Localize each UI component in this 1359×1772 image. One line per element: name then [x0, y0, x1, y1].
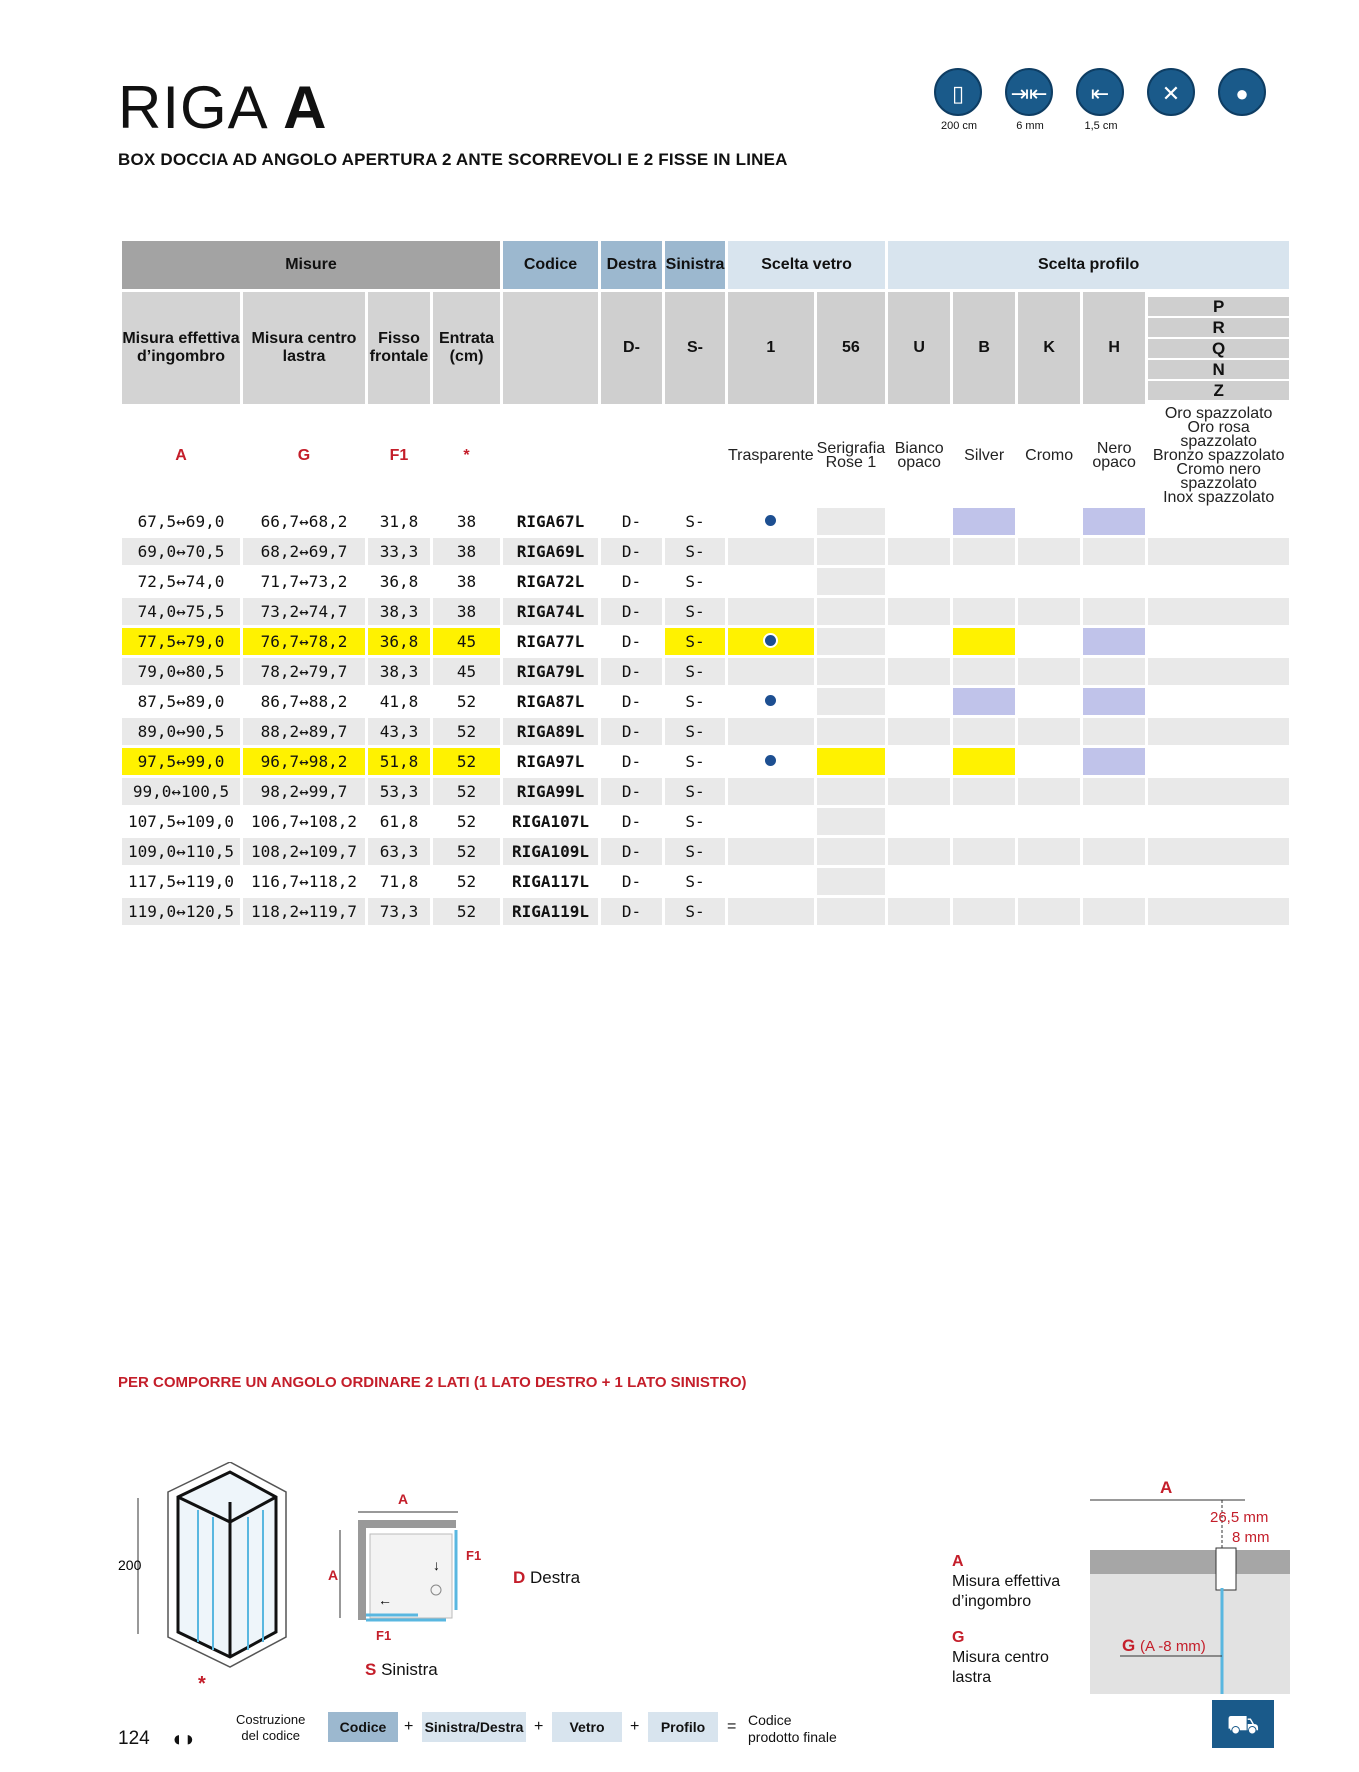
cell-code: RIGA72L [503, 568, 598, 595]
header-vetro: Scelta vetro [728, 241, 885, 289]
cell-profilo-h [1083, 508, 1145, 535]
construction-label: Costruzione del codice [236, 1712, 306, 1743]
table-row [122, 658, 1289, 685]
table-row [122, 838, 1289, 865]
cell-profilo-p [1148, 658, 1289, 685]
legend-nero: Nero opaco [1092, 440, 1136, 471]
cell-a: 97,5↔99,0 [122, 748, 240, 775]
cell-g: 108,2↔109,7 [243, 838, 365, 865]
cell-f1: 61,8 [368, 808, 430, 835]
col-profilo-z: Z [1148, 381, 1289, 400]
cell-entrata: 52 [433, 778, 500, 805]
col-profilo-h: H [1083, 292, 1145, 404]
cell-f1: 36,8 [368, 628, 430, 655]
shower-box-illustration [118, 1462, 318, 1692]
cell-profilo-u [888, 568, 950, 595]
cell-profilo-p [1148, 808, 1289, 835]
cell-f1: 73,3 [368, 898, 430, 925]
height-label: 200 [118, 1557, 142, 1573]
col-profilo-b: B [953, 292, 1015, 404]
section-a-label: A [1160, 1478, 1173, 1497]
cell-vetro-56 [817, 658, 885, 685]
cell-profilo-h [1083, 688, 1145, 715]
cell-profilo-h [1083, 628, 1145, 655]
cell-profilo-p [1148, 688, 1289, 715]
plan-f1-bottom: F1 [376, 1628, 392, 1643]
cell-profilo-k [1018, 838, 1080, 865]
cell-code: RIGA99L [503, 778, 598, 805]
cell-d: D- [601, 838, 662, 865]
legend-spazzolato [1148, 407, 1289, 505]
col-g: Misura centro lastra [243, 292, 365, 404]
cell-vetro-56 [817, 718, 885, 745]
cell-profilo-u [888, 718, 950, 745]
cell-vetro-1 [728, 718, 814, 745]
cell-d: D- [601, 748, 662, 775]
plan-f1-side: F1 [466, 1548, 482, 1563]
col-profilo-r: R [1148, 318, 1289, 337]
cell-code: RIGA89L [503, 718, 598, 745]
cell-profilo-p [1148, 838, 1289, 865]
cell-d: D- [601, 808, 662, 835]
cell-s: S- [665, 748, 725, 775]
cell-a: 117,5↔119,0 [122, 868, 240, 895]
cell-profilo-b [953, 538, 1015, 565]
plan-a-top: A [398, 1491, 409, 1507]
cell-d: D- [601, 778, 662, 805]
cell-vetro-1 [728, 508, 814, 535]
cell-profilo-p [1148, 898, 1289, 925]
legend-g-block: G Misura centro lastra [952, 1629, 1049, 1686]
cell-profilo-b [953, 838, 1015, 865]
cell-g: 73,2↔74,7 [243, 598, 365, 625]
cell-entrata: 52 [433, 718, 500, 745]
cell-d: D- [601, 688, 662, 715]
legend-z: Inox spazzolato [1163, 489, 1275, 506]
availability-dot-icon [765, 695, 776, 706]
cell-code: RIGA87L [503, 688, 598, 715]
cell-profilo-h [1083, 568, 1145, 595]
plan-a-side: A [328, 1567, 339, 1583]
cell-g: 118,2↔119,7 [243, 898, 365, 925]
cell-f1: 38,3 [368, 658, 430, 685]
page-subtitle: BOX DOCCIA AD ANGOLO APERTURA 2 ANTE SCORREVOLI E 2 FISSE IN LINEA [118, 150, 788, 169]
legend-bianco: Bianco opaco [894, 440, 944, 471]
legend-serigrafia: Serigrafia Rose 1 [816, 440, 886, 471]
table-row [122, 868, 1289, 895]
header-misure: Misure [122, 241, 500, 289]
cell-vetro-56 [817, 598, 885, 625]
cell-code: RIGA117L [503, 868, 598, 895]
cell-profilo-p [1148, 568, 1289, 595]
cell-g: 98,2↔99,7 [243, 778, 365, 805]
cell-vetro-1 [728, 538, 814, 565]
header-destra: Destra [601, 241, 662, 289]
cell-d: D- [601, 568, 662, 595]
delivery-truck-icon: ⛟ [1212, 1700, 1274, 1748]
cell-profilo-k [1018, 808, 1080, 835]
cell-a: 67,5↔69,0 [122, 508, 240, 535]
cell-profilo-u [888, 508, 950, 535]
cell-vetro-1 [728, 898, 814, 925]
footer-profilo: Profilo [648, 1712, 718, 1742]
cell-vetro-56 [817, 508, 885, 535]
cell-profilo-b [953, 508, 1015, 535]
cell-d: D- [601, 898, 662, 925]
product-table [119, 238, 1292, 928]
cell-profilo-k [1018, 508, 1080, 535]
letter-g: G [297, 447, 311, 464]
final-code-label: Codice prodotto finale [748, 1712, 837, 1745]
cell-code: RIGA74L [503, 598, 598, 625]
cell-f1: 38,3 [368, 598, 430, 625]
cell-profilo-h [1083, 748, 1145, 775]
cell-entrata: 45 [433, 628, 500, 655]
height-icon: ▯ 200 cm [934, 68, 984, 132]
cell-profilo-h [1083, 778, 1145, 805]
col-vetro-1: 1 [728, 292, 814, 404]
cell-profilo-b [953, 658, 1015, 685]
letter-f1: F1 [389, 447, 409, 464]
letter-a: A [175, 447, 187, 464]
cell-entrata: 38 [433, 538, 500, 565]
cell-profilo-u [888, 598, 950, 625]
dim-26: 26,5 mm [1210, 1509, 1269, 1526]
cell-profilo-k [1018, 598, 1080, 625]
brand-logo-icon: ◖◗ [170, 1726, 197, 1751]
cell-profilo-k [1018, 718, 1080, 745]
cell-vetro-56 [817, 868, 885, 895]
cell-profilo-u [888, 628, 950, 655]
cell-vetro-56 [817, 688, 885, 715]
letter-star: * [463, 447, 470, 464]
table-row [122, 778, 1289, 805]
col-a: Misura effettiva d’ingombro [122, 292, 240, 404]
legend-p: Oro spazzolato [1164, 405, 1273, 422]
cell-vetro-56 [817, 568, 885, 595]
col-s: S- [665, 292, 725, 404]
cell-g: 71,7↔73,2 [243, 568, 365, 595]
cell-a: 74,0↔75,5 [122, 598, 240, 625]
cell-f1: 71,8 [368, 868, 430, 895]
cell-entrata: 38 [433, 598, 500, 625]
cell-f1: 33,3 [368, 538, 430, 565]
availability-dot-icon [765, 755, 776, 766]
cell-profilo-p [1148, 598, 1289, 625]
cell-f1: 53,3 [368, 778, 430, 805]
cell-profilo-h [1083, 838, 1145, 865]
cell-profilo-u [888, 868, 950, 895]
cell-profilo-b [953, 808, 1015, 835]
cell-vetro-56 [817, 778, 885, 805]
cell-d: D- [601, 538, 662, 565]
table-row [122, 568, 1289, 595]
cell-entrata: 52 [433, 838, 500, 865]
cell-vetro-1 [728, 598, 814, 625]
page-title: RIGA A [118, 74, 328, 141]
cell-profilo-k [1018, 688, 1080, 715]
cell-a: 77,5↔79,0 [122, 628, 240, 655]
cell-s: S- [665, 628, 725, 655]
cell-vetro-56 [817, 808, 885, 835]
cell-g: 76,7↔78,2 [243, 628, 365, 655]
cell-d: D- [601, 508, 662, 535]
svg-text:←: ← [378, 1592, 392, 1608]
cell-profilo-b [953, 718, 1015, 745]
col-profilo-k: K [1018, 292, 1080, 404]
section-diagram [1090, 1478, 1300, 1694]
cell-s: S- [665, 808, 725, 835]
header-profilo: Scelta profilo [888, 241, 1289, 289]
cell-vetro-1 [728, 568, 814, 595]
cell-profilo-u [888, 658, 950, 685]
cell-g: 66,7↔68,2 [243, 508, 365, 535]
legend-a-block: A Misura effettiva d’ingombro [952, 1553, 1061, 1610]
legend-silver: Silver [964, 447, 1005, 464]
cell-profilo-p [1148, 538, 1289, 565]
availability-dot-icon [765, 635, 776, 646]
cell-f1: 31,8 [368, 508, 430, 535]
cell-vetro-1 [728, 688, 814, 715]
cell-d: D- [601, 628, 662, 655]
cell-profilo-p [1148, 718, 1289, 745]
cell-entrata: 52 [433, 898, 500, 925]
cell-profilo-p [1148, 748, 1289, 775]
table-row [122, 808, 1289, 835]
cell-vetro-1 [728, 748, 814, 775]
cell-profilo-k [1018, 658, 1080, 685]
cell-profilo-u [888, 808, 950, 835]
cell-profilo-b [953, 688, 1015, 715]
plus-1: + [404, 1718, 414, 1735]
cell-profilo-b [953, 898, 1015, 925]
col-profilo-q: Q [1148, 339, 1289, 358]
cell-profilo-k [1018, 538, 1080, 565]
cell-a: 87,5↔89,0 [122, 688, 240, 715]
footer-vetro: Vetro [552, 1712, 622, 1742]
cell-entrata: 52 [433, 868, 500, 895]
col-f1: Fisso frontale [368, 292, 430, 404]
cell-code: RIGA77L [503, 628, 598, 655]
table-row [122, 628, 1289, 655]
cell-entrata: 38 [433, 568, 500, 595]
table-row [122, 598, 1289, 625]
svg-text:↓: ↓ [433, 1557, 440, 1573]
cell-vetro-1 [728, 868, 814, 895]
cell-g: 96,7↔98,2 [243, 748, 365, 775]
cell-profilo-p [1148, 628, 1289, 655]
cell-entrata: 52 [433, 748, 500, 775]
cell-d: D- [601, 868, 662, 895]
table-row [122, 508, 1289, 535]
cell-entrata: 45 [433, 658, 500, 685]
plus-3: + [630, 1718, 640, 1735]
cell-code: RIGA107L [503, 808, 598, 835]
cell-profilo-k [1018, 628, 1080, 655]
legend-cromo: Cromo [1025, 447, 1074, 464]
col-profilo-u: U [888, 292, 950, 404]
cell-s: S- [665, 838, 725, 865]
col-d: D- [601, 292, 662, 404]
cell-a: 99,0↔100,5 [122, 778, 240, 805]
cell-profilo-h [1083, 598, 1145, 625]
cell-d: D- [601, 598, 662, 625]
cell-profilo-u [888, 748, 950, 775]
cell-entrata: 52 [433, 688, 500, 715]
cell-a: 107,5↔109,0 [122, 808, 240, 835]
cell-profilo-u [888, 688, 950, 715]
adjustment-icon: ⇤ 1,5 cm [1076, 68, 1126, 132]
cell-entrata: 38 [433, 508, 500, 535]
glass-thickness-icon: ⇥⇤ 6 mm [1005, 68, 1055, 132]
cell-s: S- [665, 898, 725, 925]
cell-f1: 43,3 [368, 718, 430, 745]
legend-n: Cromo nero spazzolato [1176, 461, 1261, 492]
cell-vetro-56 [817, 748, 885, 775]
cell-s: S- [665, 688, 725, 715]
cell-g: 116,7↔118,2 [243, 868, 365, 895]
col-profilo-prqnz [1148, 292, 1289, 404]
cell-g: 78,2↔79,7 [243, 658, 365, 685]
cell-profilo-h [1083, 898, 1145, 925]
cell-s: S- [665, 568, 725, 595]
cell-vetro-1 [728, 658, 814, 685]
cell-code: RIGA119L [503, 898, 598, 925]
page-number: 124 [118, 1728, 150, 1749]
cell-vetro-1 [728, 808, 814, 835]
cell-code: RIGA97L [503, 748, 598, 775]
cell-g: 88,2↔89,7 [243, 718, 365, 745]
cell-profilo-k [1018, 568, 1080, 595]
cell-vetro-56 [817, 538, 885, 565]
cell-entrata: 52 [433, 808, 500, 835]
table-row [122, 538, 1289, 565]
cell-s: S- [665, 598, 725, 625]
cell-s: S- [665, 868, 725, 895]
cell-profilo-h [1083, 718, 1145, 745]
cell-code: RIGA79L [503, 658, 598, 685]
col-vetro-56: 56 [817, 292, 885, 404]
cell-s: S- [665, 508, 725, 535]
col-profilo-p: P [1148, 297, 1289, 316]
cell-profilo-b [953, 748, 1015, 775]
cell-profilo-p [1148, 868, 1289, 895]
cell-profilo-k [1018, 778, 1080, 805]
table-row [122, 688, 1289, 715]
legend-trasparente: Trasparente [728, 447, 814, 464]
cell-g: 86,7↔88,2 [243, 688, 365, 715]
cell-profilo-u [888, 778, 950, 805]
cell-profilo-k [1018, 748, 1080, 775]
cell-vetro-56 [817, 838, 885, 865]
availability-dot-icon [765, 515, 776, 526]
dim-8: 8 mm [1232, 1529, 1270, 1546]
cell-profilo-h [1083, 658, 1145, 685]
cell-a: 79,0↔80,5 [122, 658, 240, 685]
cell-profilo-p [1148, 508, 1289, 535]
cell-code: RIGA67L [503, 508, 598, 535]
cell-profilo-h [1083, 868, 1145, 895]
cell-vetro-1 [728, 778, 814, 805]
legend-r: Oro rosa spazzolato [1180, 419, 1257, 450]
col-codice [503, 292, 598, 404]
order-note: PER COMPORRE UN ANGOLO ORDINARE 2 LATI (1 LATO DESTRO + 1 LATO SINISTRO) [118, 1374, 747, 1391]
equals-sign: = [727, 1718, 737, 1735]
cell-s: S- [665, 778, 725, 805]
cell-d: D- [601, 718, 662, 745]
cell-vetro-56 [817, 898, 885, 925]
cell-f1: 63,3 [368, 838, 430, 865]
cell-profilo-b [953, 598, 1015, 625]
header-sinistra: Sinistra [665, 241, 725, 289]
cell-s: S- [665, 718, 725, 745]
cell-a: 69,0↔70,5 [122, 538, 240, 565]
cell-s: S- [665, 658, 725, 685]
cell-profilo-h [1083, 538, 1145, 565]
col-entrata: Entrata (cm) [433, 292, 500, 404]
cell-d: D- [601, 658, 662, 685]
cell-s: S- [665, 538, 725, 565]
cell-profilo-u [888, 538, 950, 565]
table-row [122, 748, 1289, 775]
cell-a: 109,0↔110,5 [122, 838, 240, 865]
cell-a: 72,5↔74,0 [122, 568, 240, 595]
cell-profilo-b [953, 628, 1015, 655]
cell-g: 68,2↔69,7 [243, 538, 365, 565]
destra-label: D Destra [513, 1568, 581, 1587]
cell-profilo-b [953, 868, 1015, 895]
cell-vetro-56 [817, 628, 885, 655]
star-label: * [198, 1673, 206, 1692]
no-tools-icon: ✕ [1147, 68, 1197, 116]
cell-vetro-1 [728, 628, 814, 655]
footer-sinistra-destra: Sinistra/Destra [422, 1712, 526, 1742]
cell-profilo-k [1018, 898, 1080, 925]
plus-2: + [534, 1718, 544, 1735]
cell-f1: 41,8 [368, 688, 430, 715]
plan-diagram [318, 1490, 488, 1650]
cell-profilo-p [1148, 778, 1289, 805]
cell-vetro-1 [728, 838, 814, 865]
cell-profilo-u [888, 898, 950, 925]
table-row [122, 898, 1289, 925]
cell-code: RIGA69L [503, 538, 598, 565]
cell-code: RIGA109L [503, 838, 598, 865]
cell-profilo-b [953, 568, 1015, 595]
header-codice: Codice [503, 241, 598, 289]
legend-q: Bronzo spazzolato [1152, 447, 1285, 464]
cell-profilo-k [1018, 868, 1080, 895]
cell-a: 119,0↔120,5 [122, 898, 240, 925]
cell-profilo-h [1083, 808, 1145, 835]
table-row [122, 718, 1289, 745]
cell-profilo-b [953, 778, 1015, 805]
cell-f1: 36,8 [368, 568, 430, 595]
cell-f1: 51,8 [368, 748, 430, 775]
section-g-label: G (A -8 mm) [1122, 1636, 1206, 1655]
cell-a: 89,0↔90,5 [122, 718, 240, 745]
cell-profilo-u [888, 838, 950, 865]
cell-g: 106,7↔108,2 [243, 808, 365, 835]
footer-codice: Codice [328, 1712, 398, 1742]
col-profilo-n: N [1148, 360, 1289, 379]
sinistra-label: S Sinistra [365, 1660, 438, 1679]
water-drop-icon: ● [1218, 68, 1268, 116]
